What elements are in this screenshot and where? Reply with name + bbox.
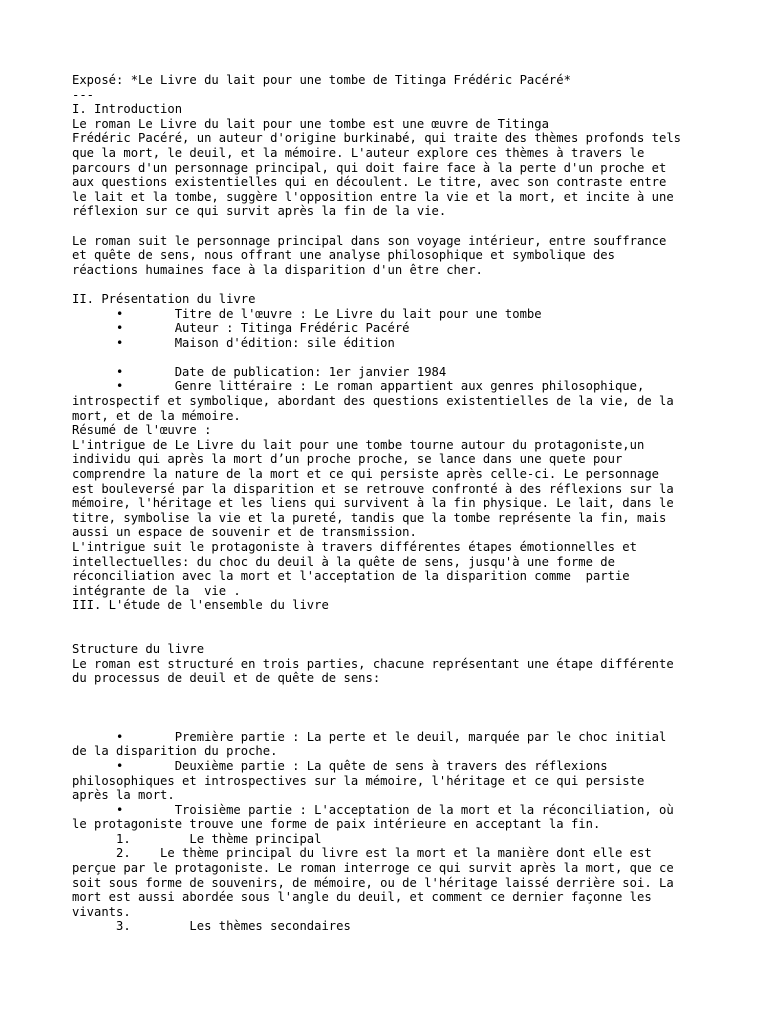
blank-line bbox=[72, 686, 712, 701]
text-line: de la disparition du proche. bbox=[72, 744, 278, 759]
text-line: • Date de publication: 1er janvier 1984 bbox=[72, 364, 447, 379]
text-line: comprendre la nature de la mort et ce qui persiste après celle-ci. Le personnage bbox=[72, 467, 659, 482]
text-line: Le roman Le Livre du lait pour une tombe est une œuvre de Titinga bbox=[72, 116, 549, 131]
blank-line bbox=[72, 277, 712, 292]
text-line: et quête de sens, nous offrant une analyse philosophique et symbolique des bbox=[72, 248, 615, 263]
text-line: le lait et la tombe, suggère l'opposition entre la vie et la mort, et incite à une bbox=[72, 189, 674, 204]
text-line: Frédéric Pacéré, un auteur d'origine burkinabé, qui traite des thèmes profonds tels bbox=[72, 131, 682, 146]
text-line: Résumé de l'œuvre : bbox=[72, 423, 212, 438]
text-line: Exposé: *Le Livre du lait pour une tombe de Titinga Frédéric Pacéré* bbox=[72, 73, 571, 87]
text-line: • Auteur : Titinga Frédéric Pacéré bbox=[72, 321, 410, 336]
text-line: réconciliation avec la mort et l'acceptation de la disparition comme partie bbox=[72, 569, 630, 584]
text-line: • Première partie : La perte et le deuil, marquée par le choc initial bbox=[72, 729, 667, 744]
text-line: Structure du livre bbox=[72, 642, 205, 657]
text-line: du processus de deuil et de quête de sens: bbox=[72, 671, 381, 686]
blank-line bbox=[72, 715, 712, 730]
text-line: Le roman est structuré en trois parties, chacune représentant une étape différente bbox=[72, 656, 674, 671]
text-line: 2. Le thème principal du livre est la mort et la manière dont elle est bbox=[72, 846, 652, 861]
text-line: mort, et de la mémoire. bbox=[72, 408, 241, 423]
text-line: vivants. bbox=[72, 904, 131, 919]
text-line: III. L'étude de l'ensemble du livre bbox=[72, 598, 329, 613]
blank-line bbox=[72, 613, 712, 628]
text-line: réactions humaines face à la disparition d'un être cher. bbox=[72, 262, 483, 277]
text-line: • Genre littéraire : Le roman appartient aux genres philosophique, bbox=[72, 379, 645, 394]
text-line: perçue par le protagoniste. Le roman interroge ce qui survit après la mort, que ce bbox=[72, 861, 674, 876]
text-line: individu qui après la mort d’un proche proche, se lance dans une quete pour bbox=[72, 452, 623, 467]
text-line: mort est aussi abordée sous l'angle du deuil, et comment ce dernier façonne les bbox=[72, 890, 652, 905]
document-body bbox=[72, 73, 712, 934]
blank-line bbox=[72, 350, 712, 365]
text-line: intégrante de la vie . bbox=[72, 583, 241, 598]
text-line: titre, symbolise la vie et la pureté, tandis que la tombe représente la fin, mais bbox=[72, 510, 667, 525]
text-line: intellectuelles: du choc du deuil à la quête de sens, jusqu'à une forme de bbox=[72, 554, 615, 569]
text-line: philosophiques et introspectives sur la mémoire, l'héritage et ce qui persiste bbox=[72, 773, 645, 788]
text-line: I. Introduction bbox=[72, 102, 183, 117]
text-line: réflexion sur ce qui survit après la fin de la vie. bbox=[72, 204, 447, 219]
text-line: • Titre de l'œuvre : Le Livre du lait pour une tombe bbox=[72, 306, 542, 321]
text-line: soit sous forme de souvenirs, de mémoire, ou de l'héritage laissé derrière soi. La bbox=[72, 875, 674, 890]
text-line: introspectif et symbolique, abordant des questions existentielles de la vie, de la bbox=[72, 394, 674, 409]
text-line: II. Présentation du livre bbox=[72, 291, 256, 306]
text-line: 3. Les thèmes secondaires bbox=[72, 919, 351, 934]
text-line: le protagoniste trouve une forme de paix intérieure en acceptant la fin. bbox=[72, 817, 601, 832]
text-line: 1. Le thème principal bbox=[72, 831, 322, 846]
blank-line bbox=[72, 219, 712, 234]
text-line: mémoire, l'héritage et les liens qui survivent à la fin physique. Le lait, dans le bbox=[72, 496, 674, 511]
text-line: Le roman suit le personnage principal dans son voyage intérieur, entre souffrance bbox=[72, 233, 667, 248]
text-line: après la mort. bbox=[72, 788, 175, 803]
blank-line bbox=[72, 628, 712, 643]
text-line: • Troisième partie : L'acceptation de la mort et la réconciliation, où bbox=[72, 802, 674, 817]
text-line: parcours d'un personnage principal, qui doit faire face à la perte d'un proche et bbox=[72, 160, 667, 175]
text-line: --- bbox=[72, 87, 95, 102]
text-line: aux questions existentielles qui en découlent. Le titre, avec son contraste entre bbox=[72, 175, 667, 190]
text-line: que la mort, le deuil, et la mémoire. L'auteur explore ces thèmes à travers le bbox=[72, 145, 645, 160]
text-line: • Deuxième partie : La quête de sens à travers des réflexions bbox=[72, 758, 608, 773]
text-line: L'intrigue suit le protagoniste à travers différentes étapes émotionnelles et bbox=[72, 540, 637, 554]
text-line: L'intrigue de Le Livre du lait pour une tombe tourne autour du protagoniste,un bbox=[72, 437, 645, 452]
text-line: • Maison d'édition: sile édition bbox=[72, 335, 395, 350]
blank-line bbox=[72, 701, 712, 716]
text-line: aussi un espace de souvenir et de transmission. bbox=[72, 525, 417, 540]
text-line: est bouleversé par la disparition et se retrouve confronté à des réflexions sur la bbox=[72, 481, 674, 496]
